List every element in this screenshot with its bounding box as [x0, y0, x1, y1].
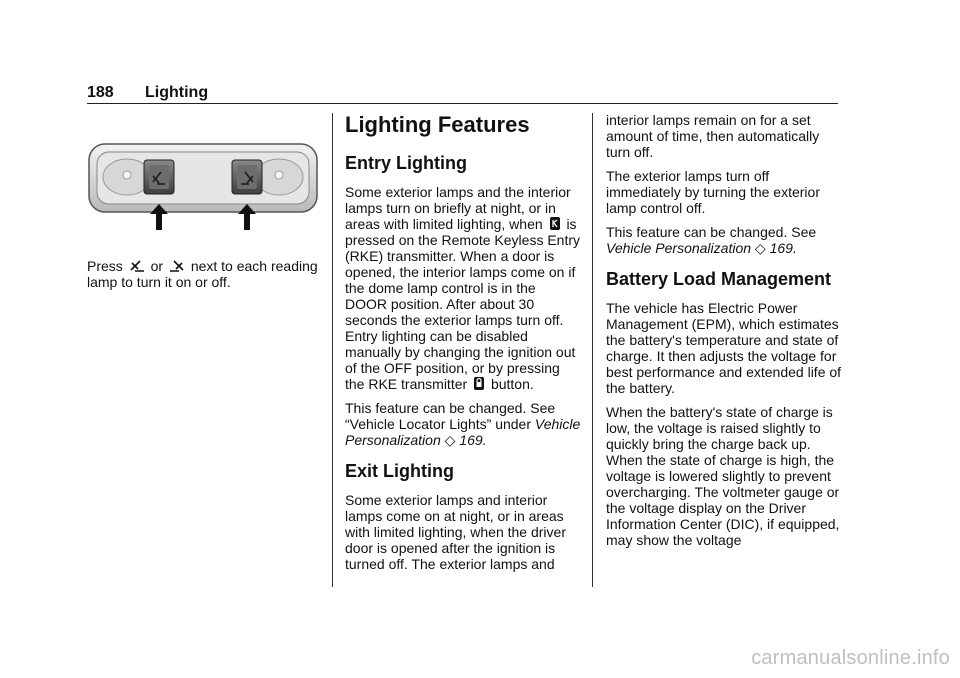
- column-divider: [332, 113, 333, 587]
- exit-lighting-continued: interior lamps remain on for a set amount of time, then automatically turn off.: [606, 112, 820, 160]
- entry-lighting-paragraph: [345, 184, 581, 392]
- page-header: [87, 84, 838, 104]
- body-text: This feature can be changed. See: [606, 224, 817, 240]
- caption-text: or: [150, 258, 164, 274]
- exit-lighting-heading: Exit Lighting: [345, 461, 454, 481]
- punctuation: .: [792, 240, 797, 256]
- chapter-heading: Lighting Features: [345, 112, 530, 137]
- reading-lamp-left-button[interactable]: [144, 160, 174, 194]
- caption-text: next to each reading lamp to turn it on or off.: [87, 258, 318, 290]
- punctuation: .: [482, 432, 487, 448]
- figure-caption: [87, 258, 327, 290]
- reading-lamp-right-button[interactable]: [232, 160, 262, 194]
- caption-text: Press: [87, 258, 123, 274]
- header-rule: [87, 103, 838, 104]
- battery-load-heading: Battery Load Management: [606, 269, 832, 289]
- exit-lighting-note: [606, 224, 842, 256]
- battery-load-paragraph: When the battery's state of charge is low, the voltage is raised slightly to quickly bring the charge back up. When the state of charge is high, the voltage is lowered slightly to prevent overcharging. The voltmeter gauge or the voltage display on the Driver Information Center (DIC), if equipped, may show the voltage: [606, 404, 840, 548]
- reading-lamp-right-icon: [169, 259, 185, 273]
- column-divider: [592, 113, 593, 587]
- reading-lamp-figure: [87, 140, 319, 230]
- exit-lighting-paragraph: Some exterior lamps and interior lamps come on at night, or in areas with limited lighting, when the driver door is opened after the ignition is turned off. The exterior lamps and: [345, 492, 566, 572]
- cross-reference-page[interactable]: 169: [769, 240, 793, 256]
- cross-reference-icon: ◇: [754, 240, 766, 256]
- right-column: [606, 112, 842, 556]
- watermark: carmanualsonline.info: [751, 647, 950, 669]
- entry-lighting-heading: Entry Lighting: [345, 153, 467, 173]
- body-text: This feature can be changed. See “Vehicle Locator Lights” under: [345, 400, 556, 432]
- entry-lighting-note: [345, 400, 581, 448]
- body-text: Some exterior lamps and the interior lamps turn on briefly at night, or in areas with limited lighting, when: [345, 184, 571, 232]
- cross-reference-link[interactable]: Vehicle Personalization: [606, 240, 752, 256]
- cross-reference-page[interactable]: 169: [459, 432, 483, 448]
- unlock-key-icon: [549, 216, 561, 231]
- cross-reference-link[interactable]: Vehicle Personalization: [345, 416, 581, 448]
- body-text: button.: [490, 376, 534, 392]
- middle-column: [345, 112, 581, 580]
- reading-lamp-left-icon: [129, 259, 145, 273]
- page-number: 188: [87, 84, 114, 101]
- left-column: [87, 258, 327, 298]
- section-title: Lighting: [145, 84, 209, 101]
- exit-lighting-off: The exterior lamps turn off immediately by turning the exterior lamp control off.: [606, 168, 820, 216]
- cross-reference-icon: ◇: [444, 432, 456, 448]
- battery-load-paragraph: The vehicle has Electric Power Management (EPM), which estimates the battery's temperature and state of charge. It then adjusts the voltage for best performance and extended life of the battery.: [606, 300, 842, 396]
- body-text: is pressed on the Remote Keyless Entry (RKE) transmitter. When a door is opened, the interior lamps come on if the dome lamp control is in the DOOR position. After about 30 seconds the exterior lamps turn off. Entry lighting can be disabled manually by changing the ignition out of the OFF position, or by pressing the RKE transmitter: [345, 216, 581, 392]
- lock-key-icon: [473, 376, 485, 391]
